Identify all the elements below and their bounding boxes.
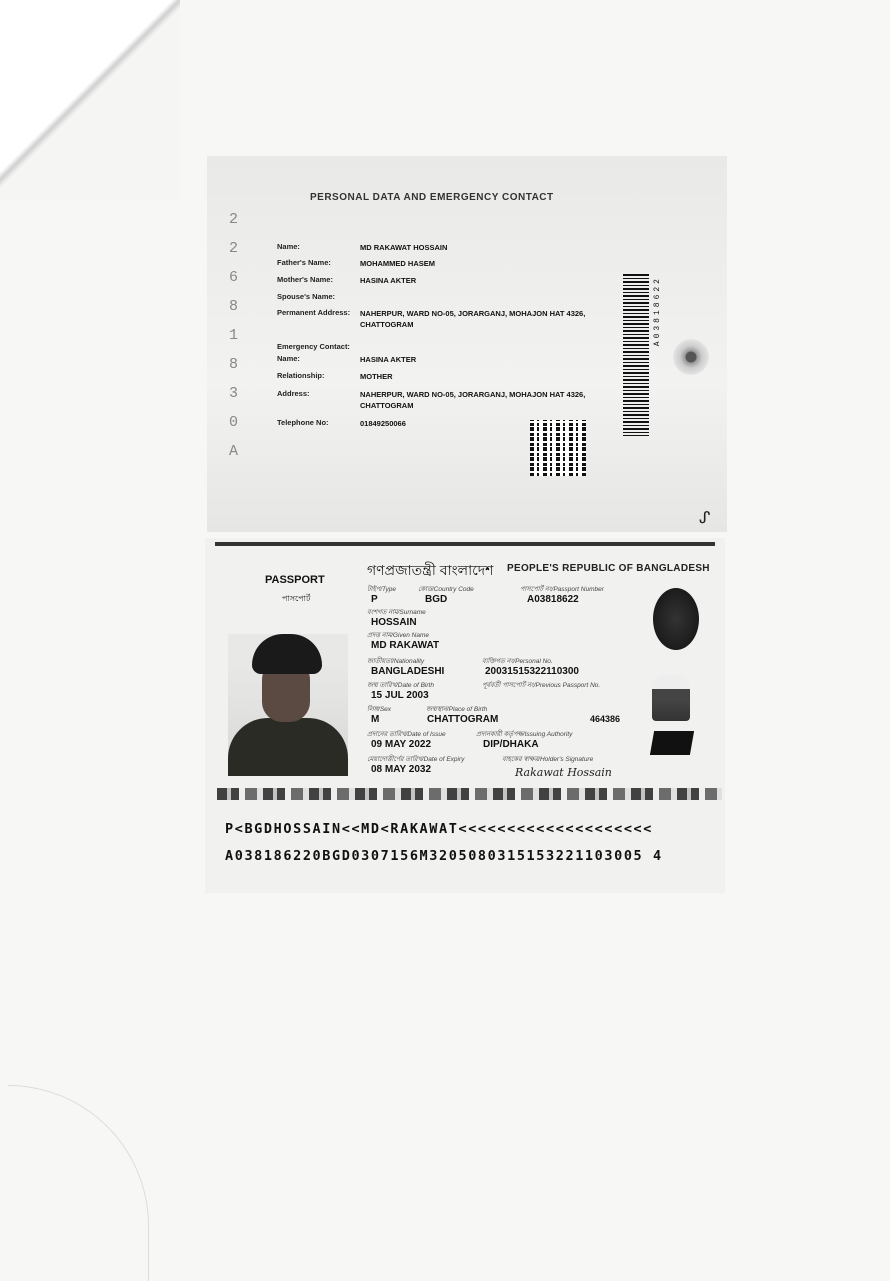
barcode-number: A03818622 <box>653 276 662 347</box>
label-surname: বংশগত নাম/Surname <box>367 609 426 616</box>
squiggle-mark: ᔑ <box>699 510 711 527</box>
security-pattern-strip <box>217 788 722 800</box>
label-dob: জন্ম তারিখ/Date of Birth <box>367 682 434 689</box>
value-expiry: 08 MAY 2032 <box>371 764 432 775</box>
passport-data-page <box>205 538 725 893</box>
holder-signature: Rakawat Hossain <box>515 766 612 779</box>
top-band <box>215 542 715 546</box>
value-sex: M <box>371 714 380 725</box>
label-sex: লিঙ্গ/Sex <box>367 706 392 713</box>
value-nationality: BANGLADESHI <box>371 666 445 677</box>
label-signature: বাহকের স্বাক্ষর/Holder's Signature <box>502 756 594 763</box>
label-expiry: মেয়াদোত্তীর্ণের তারিখ/Date of Expiry <box>367 756 465 763</box>
security-chip <box>650 731 694 755</box>
label-nationality: জাতীয়তা/Nationality <box>367 658 425 665</box>
value-personal-no: 20031515322110300 <box>485 666 579 677</box>
label-given-name: প্রদত্ত নাম/Given Name <box>367 632 430 639</box>
label-prev-passport: পূর্ববর্তী পাসপোর্ট নং/Previous Passport No. <box>482 682 601 689</box>
value-surname: HOSSAIN <box>371 617 417 628</box>
holder-photo <box>228 634 348 776</box>
value-place-of-birth: CHATTOGRAM <box>427 714 499 725</box>
ghost-image <box>653 588 699 650</box>
passport-label-bn: পাসপোর্ট <box>282 594 311 603</box>
label-country-code: কোড/Country Code <box>418 586 474 593</box>
passport-label: PASSPORT <box>265 574 325 586</box>
value-given-name: MD RAKAWAT <box>371 640 440 651</box>
mrz-line-1: P<BGDHOSSAIN<<MD<RAKAWAT<<<<<<<<<<<<<<<<<<<< <box>225 821 654 837</box>
label-passport-no: পাসপোর্ট নং/Passport Number <box>520 586 604 593</box>
value-issue-date: 09 MAY 2022 <box>371 739 432 750</box>
label-issue-date: প্রদানের তারিখ/Date of Issue <box>367 731 446 738</box>
value-type: P <box>371 594 378 605</box>
personal-data-page: PERSONAL DATA AND EMERGENCY CONTACT 2 2 6 8 1 8 3 0 A Name: MD RAKAWAT HOSSAIN Father's Name: MOHAMMED HASEM Mother's Name: HASINA AKTER Spouse's Name: Permanent Address: NAHERPUR, WARD NO-05, JORARGANJ, MOHAJON HAT 4326, CHATTOGRAM Emergency Contact: Name: HASINA AKTER Relationship: MOTHER Address: NAHERPUR, WARD NO-05, JORARGANJ, MOHAJON HAT 4326, CHATTOGRAM Telephone No: 01849250066 A03818622 ᔑ <box>207 156 727 532</box>
label-authority: প্রদানকারী কর্তৃপক্ষ/Issuing Authority <box>476 731 573 738</box>
label-type: টাইপ/Type <box>367 586 396 593</box>
value-extra-number: 464386 <box>590 714 621 724</box>
value-authority: DIP/DHAKA <box>483 739 539 750</box>
hologram-seal <box>673 339 709 375</box>
ghost-photo-small <box>652 675 690 721</box>
mrz-line-2: A038186220BGD0307156M3205080315153221103005 4 <box>225 848 663 864</box>
personal-data-heading: PERSONAL DATA AND EMERGENCY CONTACT <box>310 192 554 203</box>
label-place-of-birth: জন্মস্থান/Place of Birth <box>426 706 488 713</box>
value-country-code: BGD <box>425 594 448 605</box>
perforated-number: 2 2 6 8 1 8 3 0 A <box>229 211 238 460</box>
value-dob: 15 JUL 2003 <box>371 690 429 701</box>
qr-code <box>530 420 586 476</box>
country-name-en: PEOPLE'S REPUBLIC OF BANGLADESH <box>507 563 710 574</box>
barcode <box>623 274 649 436</box>
value-passport-no: A03818622 <box>527 594 579 605</box>
page-edge-shadow <box>8 1085 149 1281</box>
label-personal-no: ব্যক্তিগত নং/Personal No. <box>482 658 553 665</box>
country-name-bn: গণপ্রজাতন্ত্রী বাংলাদেশ <box>367 562 494 578</box>
paper-fold <box>0 0 180 200</box>
